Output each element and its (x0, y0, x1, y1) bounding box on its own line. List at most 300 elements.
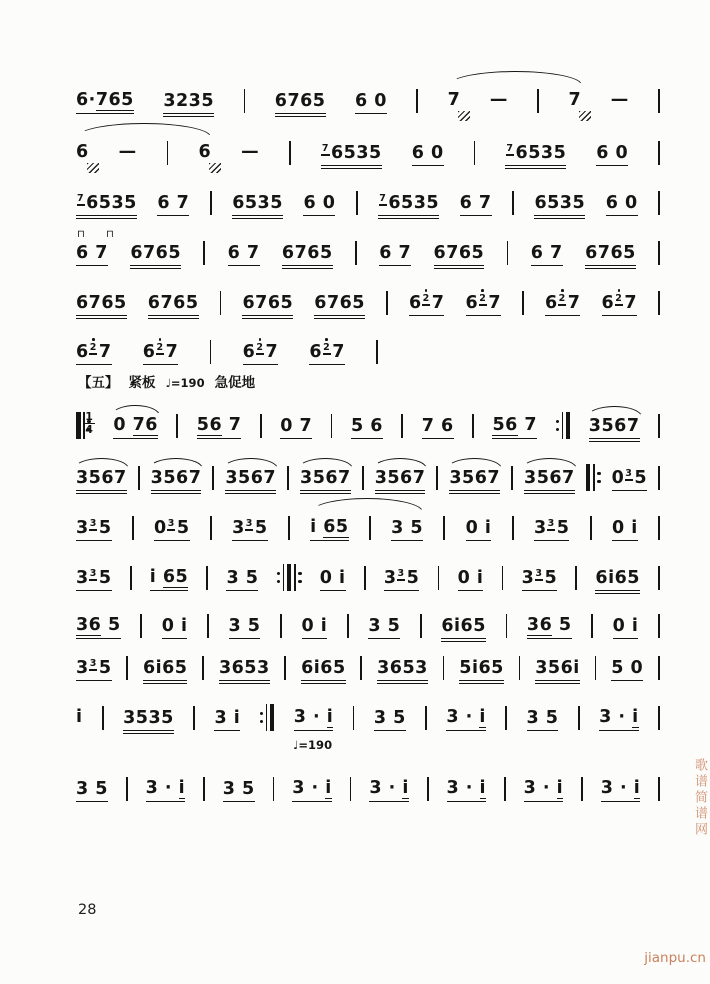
note: 3 5 (226, 568, 259, 588)
repeat-dots (298, 572, 301, 584)
note: 6i65 (595, 568, 640, 589)
repeat-dots (277, 572, 280, 584)
note-group (606, 195, 638, 216)
grace-note: 7 (77, 192, 85, 204)
barline (443, 656, 445, 680)
note: 3 · (369, 777, 403, 798)
note-double-beam: 56 (492, 414, 518, 435)
note: 5 0 (611, 658, 644, 678)
expression-marking: 急促地 (214, 375, 256, 391)
grace-note: 3 (625, 467, 633, 479)
barline (126, 656, 128, 680)
barline (512, 516, 514, 540)
note-group (242, 295, 293, 319)
note-group (280, 418, 312, 439)
note: 7 (517, 414, 538, 435)
barline-thin (294, 564, 296, 591)
note-double-beam: i (633, 777, 641, 798)
note: 6 0 (303, 193, 336, 213)
note-group (524, 470, 575, 494)
score-row-5 (76, 287, 660, 317)
note: 6 (309, 341, 323, 362)
tie-arc (77, 123, 211, 137)
barline (210, 340, 212, 364)
note-group (162, 618, 188, 639)
note-group (219, 660, 270, 684)
note-group (611, 660, 643, 681)
note-group (375, 470, 426, 494)
note: 6 0 (605, 193, 638, 213)
note: 6765 (281, 243, 333, 264)
note-group (383, 567, 420, 592)
note-group (163, 93, 214, 117)
barline (356, 191, 358, 215)
note: 0 7 (280, 416, 313, 436)
slur-arc (298, 458, 353, 469)
note: 6 (408, 292, 422, 313)
barline (244, 89, 246, 113)
barline (658, 241, 660, 265)
note: 6765 (130, 243, 182, 264)
slur-arc (522, 458, 577, 469)
grace-note: 2 (256, 338, 264, 355)
note-group (293, 706, 334, 732)
note: 6765 (147, 293, 199, 314)
barline (102, 706, 104, 730)
tremolo-slashes (209, 163, 221, 173)
repeat-sign-end (260, 704, 275, 731)
barline (504, 777, 506, 801)
tie-arc (449, 71, 582, 85)
barline (203, 777, 205, 801)
note: 5 (98, 657, 112, 678)
grace-note: 2 (422, 289, 430, 306)
barline (369, 516, 371, 540)
note: 7 (447, 90, 461, 110)
section-title: 紧板 (128, 375, 156, 391)
barline (273, 777, 275, 801)
note-group (465, 292, 502, 317)
barline-thick (287, 564, 292, 591)
note-double-beam: i (479, 777, 487, 798)
note-group (151, 470, 202, 494)
note-group (585, 245, 636, 269)
note: 5 6 (350, 416, 383, 436)
note: 6 7 (157, 193, 190, 213)
barline (472, 414, 474, 438)
note: 7 (165, 341, 179, 362)
note: 6535 (86, 192, 137, 213)
note-group (595, 570, 640, 594)
barline (207, 614, 209, 638)
note-group (458, 570, 484, 591)
note: 5 (98, 567, 112, 588)
barline (658, 141, 660, 165)
octave-dot (159, 338, 162, 341)
barline (506, 614, 508, 638)
barline (287, 466, 289, 490)
note-group (275, 93, 326, 117)
grace-note: 3 (535, 567, 543, 579)
note: 0 (113, 414, 133, 435)
note-group (76, 89, 134, 115)
score-row-6 (76, 336, 378, 366)
note: 3567 (449, 468, 501, 489)
note: 3 (383, 567, 397, 588)
note-group (148, 295, 199, 319)
note: 6i65 (441, 616, 486, 637)
note: 6 (198, 142, 212, 162)
note-group (408, 292, 445, 317)
note: 6· (76, 89, 96, 110)
barline (658, 516, 660, 540)
note: 6 (76, 341, 89, 362)
note-group (355, 93, 387, 114)
octave-dot (259, 338, 262, 341)
note-group (157, 195, 189, 216)
barline (220, 291, 222, 315)
barline (350, 777, 352, 801)
note-group (143, 660, 188, 684)
note: 6 (601, 292, 615, 313)
note: 6 7 (227, 243, 260, 263)
note: 6765 (274, 91, 326, 112)
barline (658, 777, 660, 801)
note: 7 (98, 341, 112, 362)
score-row-7 (76, 410, 660, 440)
grace-note: 7 (321, 142, 329, 154)
note: 3567 (524, 468, 575, 489)
note: 6 7 (76, 243, 108, 263)
note-group (228, 245, 260, 266)
barline (210, 191, 212, 215)
note-group (76, 657, 112, 682)
note-group (76, 229, 123, 266)
note-group (76, 567, 112, 592)
note: 6535 (534, 193, 586, 214)
watermark-site-name: 歌谱简谱网 (692, 758, 707, 838)
note: 6 0 (354, 91, 387, 111)
barline-thin (562, 412, 564, 439)
tempo-marking: ♩=190 (165, 376, 205, 390)
note: 6765 (76, 293, 127, 314)
note: 3 · (523, 777, 557, 798)
note-group (113, 414, 158, 440)
barline (578, 706, 580, 730)
barline-thin (266, 704, 268, 731)
note-group (225, 470, 276, 494)
note: 3235 (163, 91, 215, 112)
grace-note: 7 (506, 142, 514, 154)
note-group (241, 144, 259, 162)
barline (427, 777, 429, 801)
barline (138, 466, 140, 490)
note-group (310, 516, 349, 542)
note: 3 5 (391, 518, 424, 538)
tremolo-slashes (579, 111, 591, 121)
barline (658, 414, 660, 438)
score-row-4 (76, 229, 660, 267)
note: 6 0 (596, 143, 629, 163)
note: 7 (568, 90, 582, 110)
note: 7 (488, 292, 502, 313)
slur-arc (587, 406, 642, 417)
barline-thick (270, 704, 275, 731)
score-row-9 (76, 512, 660, 542)
note: 3 (76, 517, 89, 538)
barline (512, 191, 514, 215)
note-group (535, 660, 580, 684)
grace-note: 7 (379, 192, 387, 204)
barline (140, 614, 142, 638)
note: 3 5 (76, 779, 108, 799)
grace-note: 3 (89, 657, 97, 669)
barline (289, 141, 291, 165)
note: 6i65 (301, 658, 346, 679)
page-number: 28 (78, 902, 97, 918)
barline (507, 241, 509, 265)
note: 6 (142, 341, 156, 362)
note-group (196, 414, 242, 440)
note-group (232, 195, 283, 219)
note: 5 (544, 567, 558, 588)
note: 3 5 (222, 779, 255, 799)
octave-dot (618, 289, 621, 292)
note-group (531, 245, 563, 266)
octave-dot (92, 338, 95, 341)
note-group (490, 92, 508, 110)
watermark-site-url: jianpu.cn (644, 950, 706, 966)
note: 0 i (612, 616, 639, 636)
octave-dot (425, 289, 428, 292)
note-group (76, 517, 112, 542)
note: 3 (232, 517, 245, 538)
note: 3 · (145, 777, 179, 798)
note-group (412, 145, 444, 166)
note-group (613, 618, 639, 639)
barline (474, 141, 476, 165)
note-group (441, 618, 486, 642)
barline (206, 566, 208, 590)
barline (511, 466, 513, 490)
slur-arc (74, 458, 129, 469)
note-double-beam: 65 (323, 516, 349, 537)
note-group (526, 614, 572, 640)
slur-arc (447, 458, 502, 469)
barline (658, 466, 660, 490)
score-row-2 (76, 137, 660, 167)
score-row-14 (76, 773, 660, 803)
grace-note: 3 (547, 517, 555, 529)
note: i (76, 707, 83, 727)
score-row-8 (76, 462, 660, 492)
note: 356i (535, 658, 580, 679)
barline (210, 516, 212, 540)
barline (401, 414, 403, 438)
mid-tempo-marking: ♩=190 (293, 738, 333, 752)
barline (438, 566, 440, 590)
note-group (282, 245, 333, 269)
note-group (611, 92, 629, 110)
note-group (533, 517, 570, 542)
note-group (374, 710, 406, 731)
barline (595, 656, 597, 680)
note: 6 (544, 292, 558, 313)
note-group (149, 566, 189, 592)
note: 5 (634, 467, 648, 488)
barline (436, 466, 438, 490)
note-group (300, 470, 351, 494)
grace-note: 3 (397, 567, 405, 579)
barline (416, 89, 418, 113)
note: 6i65 (142, 658, 188, 679)
barline-thin (283, 564, 285, 591)
note-group (320, 570, 346, 591)
note: 0 (611, 467, 625, 488)
note-double-beam: i (326, 706, 334, 727)
section-number: 【五】 (78, 375, 119, 391)
note: 7 (567, 292, 581, 313)
barline (658, 89, 660, 113)
barline (362, 466, 364, 490)
grace-note: 2 (479, 289, 487, 306)
note-group (492, 414, 538, 440)
barline (126, 777, 128, 801)
octave-dot (481, 289, 484, 292)
note: 6765 (433, 243, 485, 264)
note: 3567 (374, 468, 426, 489)
note: 7 (431, 292, 445, 313)
note-group (422, 418, 454, 439)
barline (658, 191, 660, 215)
barline (360, 656, 362, 680)
note: 6 (76, 142, 89, 162)
note-group (232, 517, 268, 542)
note-group (434, 245, 485, 269)
barline (176, 414, 178, 438)
score-row-10 (76, 562, 660, 592)
note-group (369, 777, 409, 803)
note-group (198, 144, 211, 162)
note: 0 i (612, 518, 638, 538)
repeat-sign-start (586, 464, 601, 491)
barline (386, 291, 388, 315)
note: 5 (101, 614, 121, 635)
note-group (226, 570, 258, 591)
note: 0 i (457, 568, 484, 588)
note: 0 i (161, 616, 188, 636)
note-group (309, 341, 345, 366)
note-group (368, 618, 400, 639)
score-row-13 (76, 702, 660, 732)
tremolo-slashes (87, 163, 99, 173)
barline (591, 614, 593, 638)
note-group (527, 710, 559, 731)
barline (658, 706, 660, 730)
note-group (449, 470, 500, 494)
note: 6 7 (459, 193, 492, 213)
note: 6 0 (411, 143, 444, 163)
repeat-dots (597, 472, 600, 484)
note: 3535 (123, 708, 174, 729)
slur-arc (223, 458, 278, 469)
barline (658, 566, 660, 590)
note-group (377, 660, 428, 684)
note-group (76, 470, 127, 494)
note-group (76, 192, 137, 219)
grace-note: 2 (323, 338, 331, 355)
barline (505, 706, 507, 730)
barline (167, 141, 169, 165)
note: 7 6 (421, 416, 454, 436)
note: 6 7 (530, 243, 563, 263)
note-group (589, 418, 640, 442)
barline (425, 706, 427, 730)
score-row-3 (76, 187, 660, 217)
note-group (569, 92, 582, 110)
note: 3567 (225, 468, 277, 489)
note-group (523, 777, 564, 803)
note-group (242, 341, 279, 366)
note-group (446, 777, 487, 803)
barline (193, 706, 195, 730)
note-double-beam: i (325, 777, 332, 798)
barline (658, 614, 660, 638)
note-group (599, 706, 639, 732)
note: 3 5 (228, 616, 261, 636)
note: 5 (556, 517, 570, 538)
tremolo-slashes (458, 111, 470, 121)
tie-arc (311, 498, 423, 512)
note-group (142, 341, 179, 366)
barline-thick (566, 412, 571, 439)
grace-note: 2 (89, 338, 97, 355)
repeat-dots (556, 420, 559, 432)
note-group (611, 467, 648, 492)
repeat-sign-end (556, 412, 571, 439)
barline (581, 777, 583, 801)
barline (280, 614, 282, 638)
note: 3 5 (526, 708, 559, 728)
note: — (610, 90, 629, 110)
note-group (303, 195, 335, 216)
note: 3567 (150, 468, 202, 489)
note-group (448, 92, 461, 110)
barline-thick (76, 412, 81, 439)
note: 6 (242, 341, 256, 362)
note-group (544, 292, 581, 317)
note: 6 (465, 292, 479, 313)
octave-dot (325, 338, 328, 341)
barline-thin (593, 464, 595, 491)
note: 3 · (293, 706, 327, 727)
note-group (302, 618, 328, 639)
grace-note: 2 (156, 338, 164, 355)
note: 7 (332, 341, 345, 362)
note: i (310, 516, 324, 537)
octave-dot (561, 289, 564, 292)
note: 3 · (446, 777, 480, 798)
repeat-dots (260, 712, 263, 724)
time-signature: $\frac{1}{4}$ (85, 409, 93, 437)
note: 7 (624, 292, 638, 313)
barline (590, 516, 592, 540)
note: 0 i (465, 518, 492, 538)
note: 6535 (331, 142, 382, 163)
note-group (214, 710, 240, 731)
barline (502, 566, 504, 590)
note-group (460, 195, 492, 216)
